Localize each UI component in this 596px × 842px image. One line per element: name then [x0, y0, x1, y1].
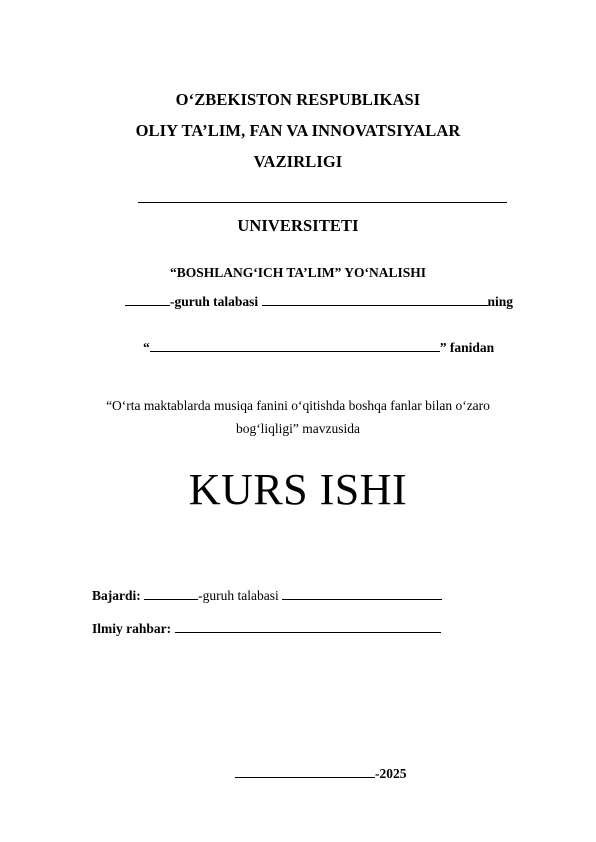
student-group-suffix: -guruh talabasi [170, 294, 259, 309]
year: -2025 [375, 766, 407, 781]
city-year-line [235, 765, 407, 782]
subject-line [143, 339, 494, 356]
bajardi-group-suffix: -guruh talabasi [198, 588, 279, 603]
bajardi-name-blank [282, 587, 442, 600]
student-name-blank [262, 293, 488, 306]
ministry-line-2: OLIY TA’LIM, FAN VA INNOVATSIYALAR [135, 121, 461, 140]
student-line-ending: ning [487, 294, 514, 309]
subject-suffix: ” fanidan [439, 340, 495, 355]
document-title: KURS ISHI [188, 465, 408, 514]
ilmiy-rahbar-label: Ilmiy rahbar: [92, 621, 172, 636]
topic-line-2: bog‘liqligi” mavzusida [235, 421, 361, 436]
ilmiy-rahbar-line [92, 620, 441, 637]
student-line [125, 293, 513, 310]
bajardi-label: Bajardi: [92, 588, 141, 603]
city-blank [235, 765, 375, 778]
university-name-blank [138, 202, 507, 203]
topic-line-1: “O‘rta maktablarda musiqa fanini o‘qitishda boshqa fanlar bilan o‘zaro [106, 398, 490, 413]
group-number-blank [125, 293, 170, 306]
bajardi-group-blank [144, 587, 198, 600]
bajardi-line [92, 587, 442, 604]
ilmiy-rahbar-blank [175, 620, 441, 633]
subject-open-quote: “ [143, 340, 150, 355]
university-label: UNIVERSITETI [237, 216, 359, 235]
direction-title: “BOSHLANG‘ICH TA’LIM” YO‘NALISHI [169, 265, 427, 280]
subject-name-blank [150, 339, 440, 352]
ministry-line-1: O‘ZBEKISTON RESPUBLIKASI [175, 90, 421, 109]
ministry-line-3: VAZIRLIGI [253, 152, 343, 171]
